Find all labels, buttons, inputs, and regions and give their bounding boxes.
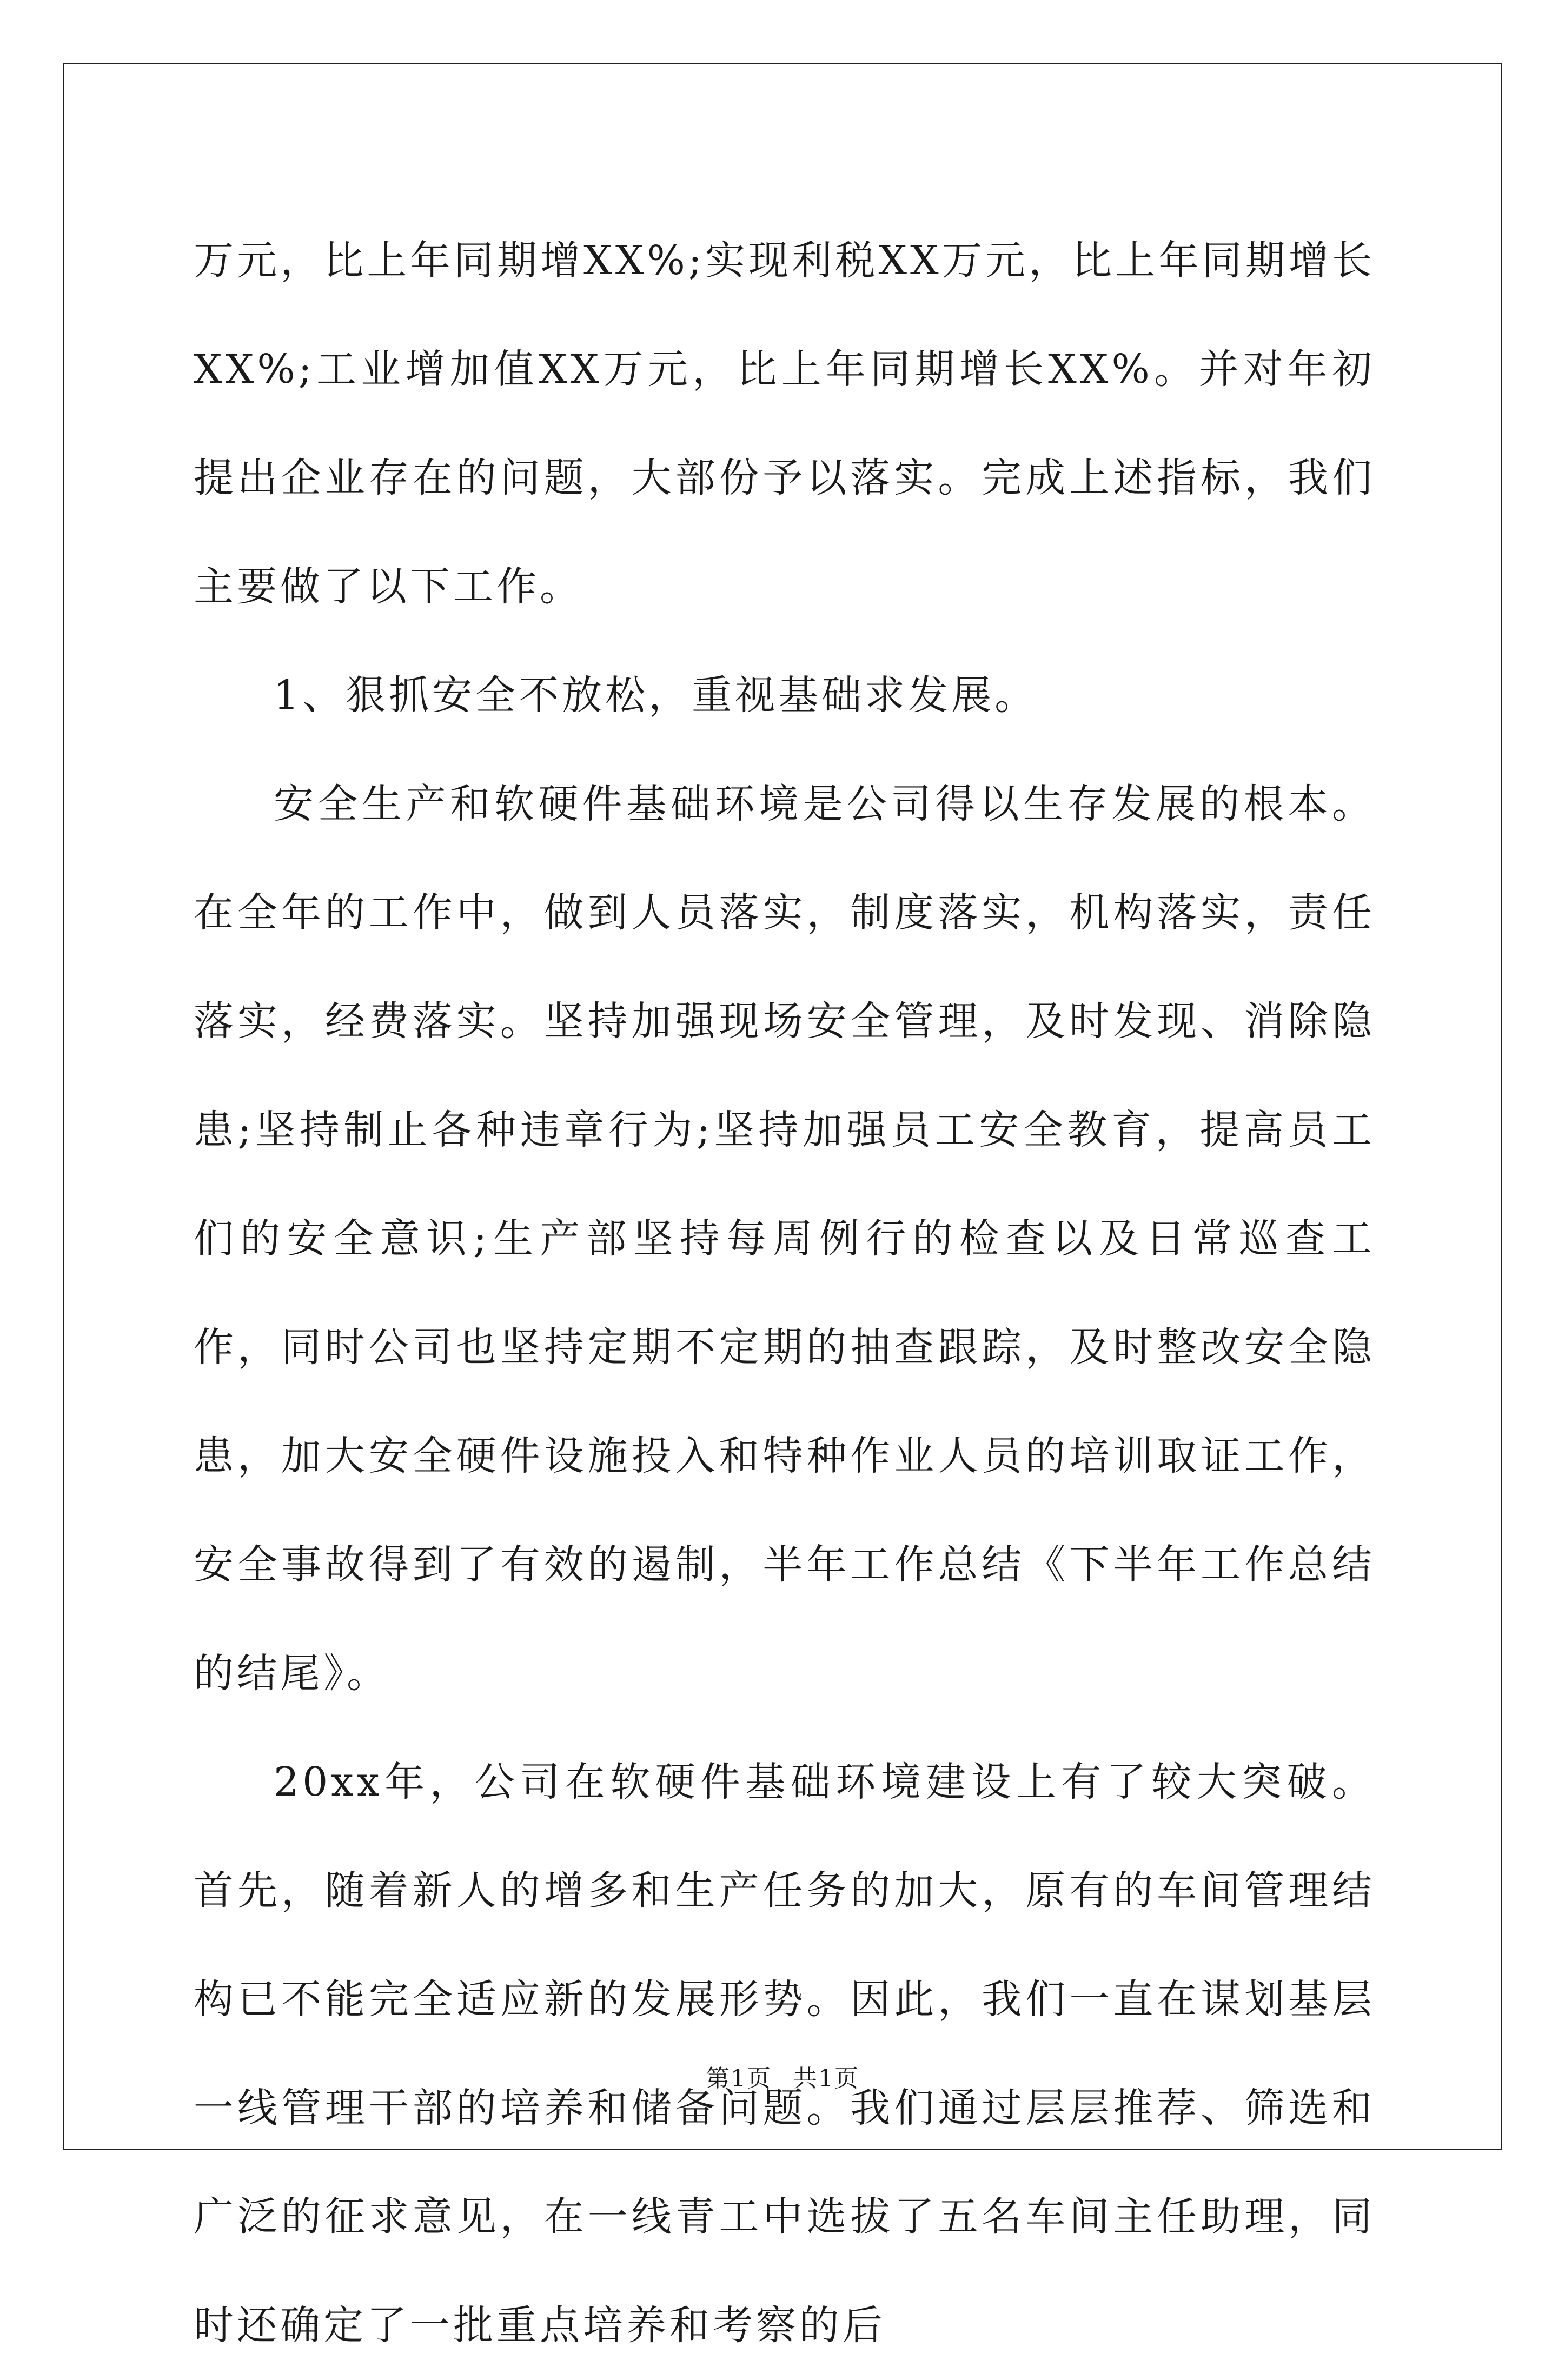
paragraph-4: 20xx年，公司在软硬件基础环境建设上有了较大突破。首先，随着新人的增多和生产任务的加大，原有的车间管理结构已不能完全适应新的发展形势。因此，我们一直在谋划基层一线管理干部的培养和储备问题。我们通过层层推荐、筛选和广泛的征求意见，在一线青工中选拔了五名车间主任助理，同时还确定了一批重点培养和考察的后 — [194, 1759, 1375, 2349]
page-footer — [0, 2059, 1565, 2093]
paragraph-3: 安全生产和软硬件基础环境是公司得以生存发展的根本。在全年的工作中，做到人员落实，制度落实，机构落实，责任落实，经费落实。坚持加强现场安全管理，及时发现、消除隐患;坚持制止各种违章行为;坚持加强员工安全教育，提高员工们的安全意识;生产部坚持每周例行的检查以及日常巡查工作，同时公司也坚持定期不定期的抽查跟踪，及时整改安全隐患，加大安全硬件设施投入和特种作业人员的培训取证工作，安全事故得到了有效的遏制，半年工作总结《下半年工作总结的结尾》。 — [194, 781, 1375, 1697]
page-total: 共1页 — [793, 2065, 859, 2092]
page-number: 第1页 — [706, 2065, 772, 2092]
paragraph-2-heading: 1、狠抓安全不放松，重视基础求发展。 — [274, 672, 1038, 719]
paragraph-1: 万元，比上年同期增XX%;实现利税XX万元，比上年同期增长XX%;工业增加值XX万元，比上年同期增长XX%。并对年初提出企业存在的问题，大部份予以落实。完成上述指标，我们主要做了以下工作。 — [194, 237, 1375, 610]
document-body — [194, 207, 1375, 2380]
